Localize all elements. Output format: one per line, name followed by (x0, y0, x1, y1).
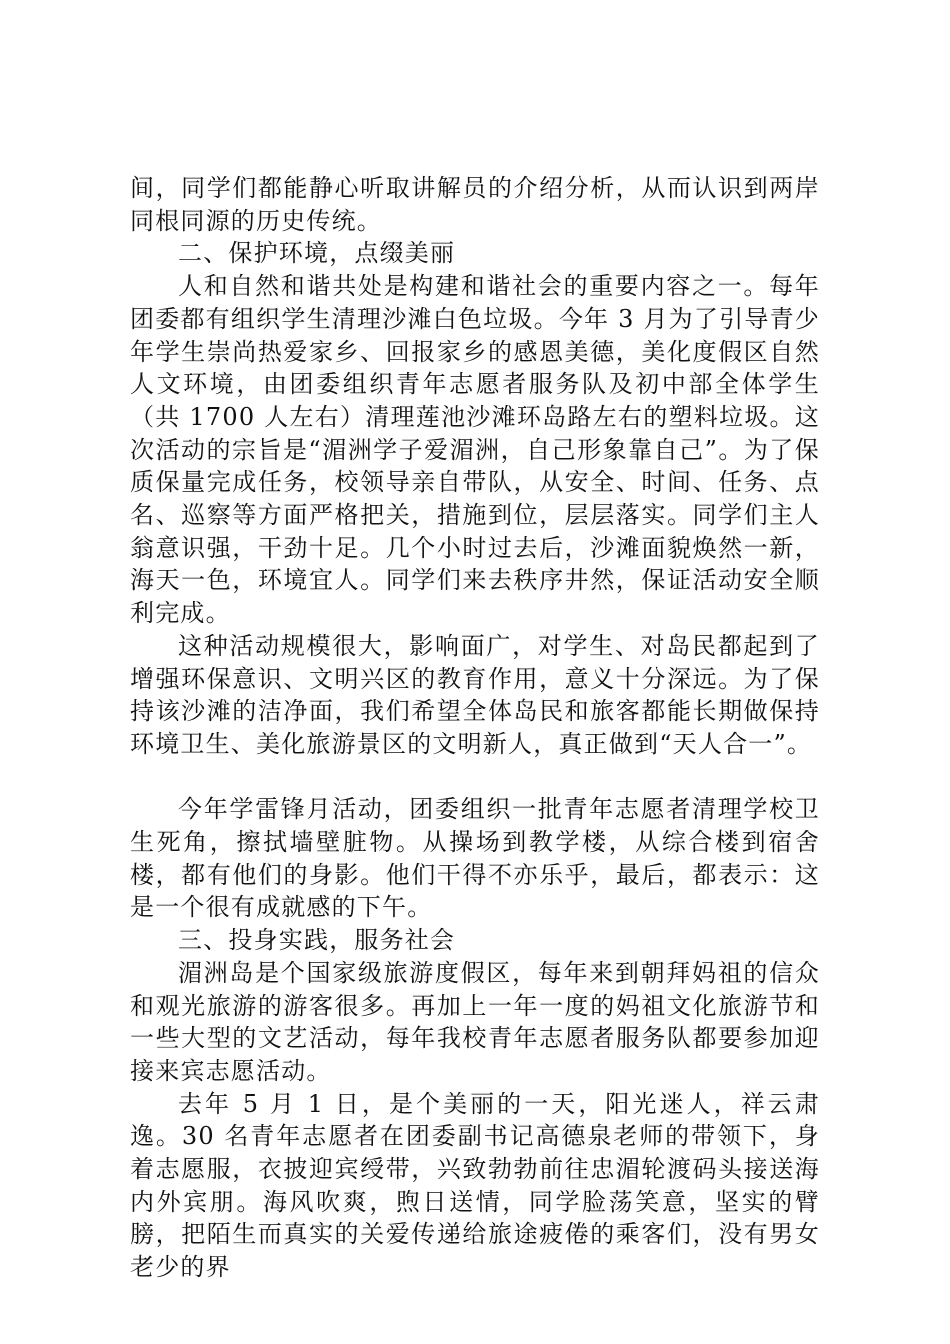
document-body (130, 172, 820, 1284)
paragraph-meizhou-island: 湄洲岛是个国家级旅游度假区，每年来到朝拜妈祖的信众和观光旅游的游客很多。再加上一年一度的妈祖文化旅游节和一些大型的文艺活动，每年我校青年志愿者服务队都要参加迎接来宾志愿活动。 (130, 958, 820, 1085)
paragraph-continuation: 间，同学们都能静心听取讲解员的介绍分析，从而认识到两岸同根同源的历史传统。 (130, 174, 820, 235)
section-heading-2: 二、保护环境，点缀美丽 (178, 239, 456, 268)
paragraph-lei-feng-month: 今年学雷锋月活动，团委组织一批青年志愿者清理学校卫生死角，擦拭墙壁脏物。从操场到教学楼，从综合楼到宿舍楼，都有他们的身影。他们干得不亦乐乎，最后，都表示：这是一个很有成就感的下午。 (130, 795, 820, 922)
paragraph-may-first: 去年 5 月 1 日，是个美丽的一天，阳光迷人，祥云肃逸。30 名青年志愿者在团委副书记高德泉老师的带领下，身着志愿服，衣披迎宾绶带，兴致勃勃前往忠湄轮渡码头接送海内外宾朋。海风吹爽，煦日送情，同学脸荡笑意，坚实的臂膀，把陌生而真实的关爱传递给旅途疲倦的乘客们，没有男女老少的界 (130, 1089, 820, 1282)
paragraph-activity-impact: 这种活动规模很大，影响面广，对学生、对岛民都起到了增强环保意识、文明兴区的教育作用，意义十分深远。为了保持该沙滩的洁净面，我们希望全体岛民和旅客都能长期做保持环境卫生、美化旅游景区的文明新人，真正做到“天人合一”。 (130, 631, 820, 758)
paragraph-spacer (130, 761, 820, 794)
paragraph-beach-cleanup: 人和自然和谐共处是构建和谐社会的重要内容之一。每年团委都有组织学生清理沙滩白色垃圾。今年 3 月为了引导青少年学生崇尚热爱家乡、回报家乡的感恩美德，美化度假区自然人文环境，由团委组织青年志愿者服务队及初中部全体学生（共 1700 人左右）清理莲池沙滩环岛路左右的塑料垃圾。这次活动的宗旨是“湄洲学子爱湄洲，自己形象靠自己”。为了保质保量完成任务，校领导亲自带队，从安全、时间、任务、点名、巡察等方面严格把关，措施到位，层层落实。同学们主人翁意识强，干劲十足。几个小时过去后，沙滩面貌焕然一新，海天一色，环境宜人。同学们来去秩序井然，保证活动安全顺利完成。 (130, 272, 820, 628)
section-heading-3: 三、投身实践，服务社会 (178, 926, 456, 955)
